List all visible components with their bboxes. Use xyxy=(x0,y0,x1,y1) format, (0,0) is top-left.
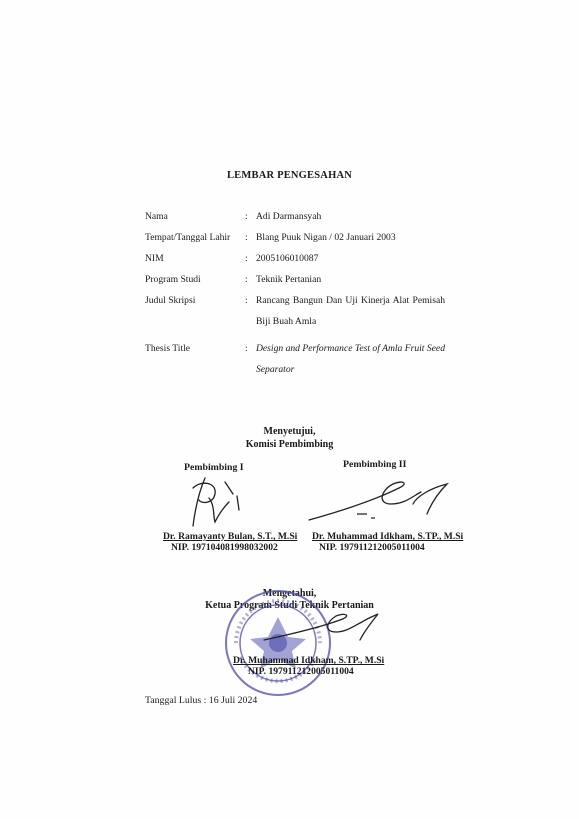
field-value: Rancang Bangun Dan Uji Kinerja Alat Pemisah Biji Buah Amla xyxy=(256,295,445,327)
advisor2-nip: NIP. 197911212005011004 xyxy=(319,542,425,553)
field-row-thesis-en xyxy=(145,338,445,380)
field-row-program xyxy=(145,269,445,290)
field-row-nim xyxy=(145,248,445,269)
advisor1-nip: NIP. 197104081998032002 xyxy=(171,542,278,553)
acknowledge-heading: Mengetahui, xyxy=(262,588,317,599)
field-label: Tempat/Tanggal Lahir xyxy=(145,232,231,243)
field-colon: : xyxy=(245,295,248,306)
student-info xyxy=(145,206,445,380)
field-label: Thesis Title xyxy=(145,343,191,354)
field-label: Program Studi xyxy=(145,274,201,285)
field-row-name xyxy=(145,206,445,227)
advisor1-signature xyxy=(175,474,245,534)
field-row-thesis-id xyxy=(145,290,445,332)
field-value: Design and Performance Test of Amla Fruit Seed Separator xyxy=(256,343,445,375)
field-colon: : xyxy=(245,253,248,264)
advisor2-signature xyxy=(305,474,455,530)
field-value: Adi Darmansyah xyxy=(256,211,322,222)
department-head-nip: NIP. 197911212005011004 xyxy=(248,666,354,677)
field-colon: : xyxy=(245,274,248,285)
field-value: 2005106010087 xyxy=(256,253,319,264)
field-label: Nama xyxy=(145,211,168,222)
page-title: LEMBAR PENGESAHAN xyxy=(226,170,353,181)
field-row-birth xyxy=(145,227,445,248)
department-head-name: Dr. Muhammad Idkham, S.TP., M.Si xyxy=(233,655,385,666)
field-label: Judul Skripsi xyxy=(145,295,196,306)
department-head-signature xyxy=(262,608,382,648)
department-head-title: Ketua Program Studi Teknik Pertanian xyxy=(205,600,374,611)
field-value: Teknik Pertanian xyxy=(256,274,322,285)
advisor2-heading: Pembimbing II xyxy=(343,459,407,470)
field-colon: : xyxy=(245,343,248,354)
approval-heading: Menyetujui, xyxy=(263,426,316,437)
committee-heading: Komisi Pembimbing xyxy=(245,439,334,450)
field-value: Blang Puuk Nigan / 02 Januari 2003 xyxy=(256,232,396,243)
field-label: NIM xyxy=(145,253,164,264)
field-colon: : xyxy=(245,211,248,222)
graduation-date: Tanggal Lulus : 16 Juli 2024 xyxy=(145,695,258,706)
advisor2-name: Dr. Muhammad Idkham, S.TP., M.Si xyxy=(312,531,464,542)
advisor1-heading: Pembimbing I xyxy=(184,462,244,473)
advisor1-name: Dr. Ramayanty Bulan, S.T., M.Si xyxy=(163,531,298,542)
field-colon: : xyxy=(245,232,248,243)
